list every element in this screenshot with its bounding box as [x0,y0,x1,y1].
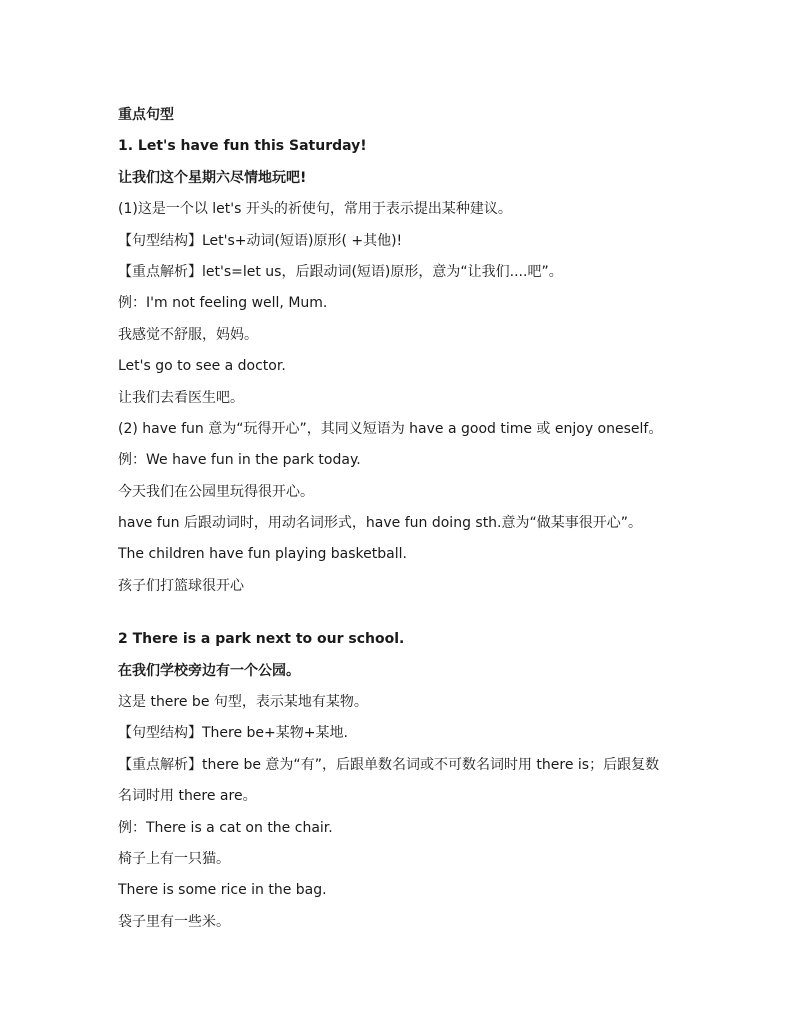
section1-line: 我感觉不舒服，妈妈。 [118,326,258,343]
section2-heading: 2 There is a park next to our school. [118,631,405,648]
section2-line: 【句型结构】There be+某物+某地. [118,725,348,742]
section-gap [118,606,718,628]
section1-line: 【重点解析】let's=let us，后跟动词(短语)原形，意为“让我们....吧”。 [118,263,563,280]
section2-line: 椅子上有一只猫。 [118,850,230,867]
section1-line: 【句型结构】Let's+动词(短语)原形( +其他)! [118,232,403,249]
section-title: 重点句型 [118,107,174,123]
section2-line: 例：There is a cat on the chair. [118,819,333,836]
section2-line: 袋子里有一些米。 [118,913,230,930]
document-page [118,104,718,942]
section1-line: 孩子们打篮球很开心 [118,577,244,594]
section2-line: 名词时用 there are。 [118,788,257,805]
section2-line: There is some rice in the bag. [118,882,327,899]
section1-line: (1)这是一个以 let's 开头的祈使句，常用于表示提出某种建议。 [118,201,512,218]
section1-line: The children have fun playing basketball. [118,546,407,563]
section1-line: 今天我们在公园里玩得很开心。 [118,483,314,500]
section2-heading-cn: 在我们学校旁边有一个公园。 [118,662,300,679]
section2-line: 这是 there be 句型，表示某地有某物。 [118,694,368,711]
section1-line: have fun 后跟动词时，用动名词形式，have fun doing sth.意为“做某事很开心”。 [118,515,643,532]
section1-line: 例：We have fun in the park today. [118,452,361,469]
section1-line: 让我们去看医生吧。 [118,389,244,406]
section1-line: Let's go to see a doctor. [118,358,286,375]
section1-heading-cn: 让我们这个星期六尽情地玩吧! [118,169,307,186]
section2-line: 【重点解析】there be 意为“有”，后跟单数名词或不可数名词时用 there is；后跟复数 [118,756,660,773]
section1-line: (2) have fun 意为“玩得开心”，其同义短语为 have a good time 或 enjoy oneself。 [118,420,663,437]
section1-heading: 1. Let's have fun this Saturday! [118,138,367,155]
section1-line: 例：I'm not feeling well, Mum. [118,295,328,312]
